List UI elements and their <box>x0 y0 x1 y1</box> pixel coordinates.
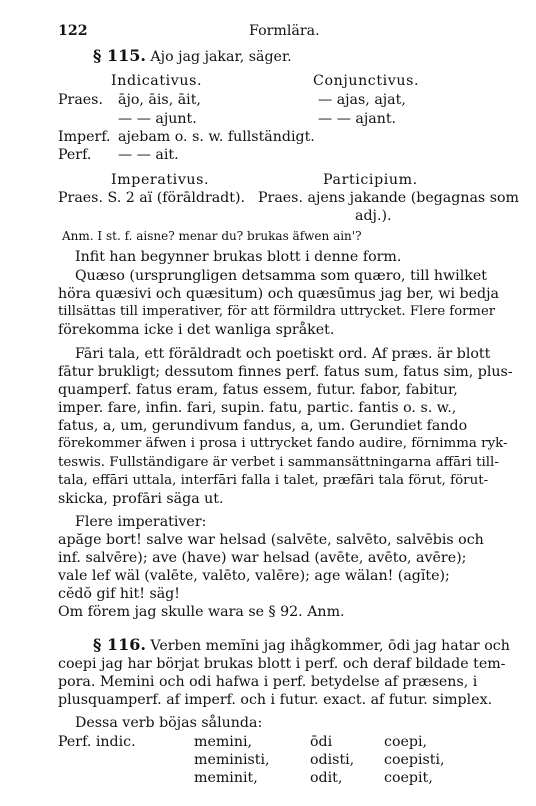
para-line: inf. salvēre); ave (have) war helsad (avēte, avēto, avēre); <box>58 550 467 566</box>
para-line: höra quæsivi och quæsitum) och quæsūmus jag ber, wi bedja <box>58 286 499 302</box>
imperf-label: Imperf. <box>58 129 111 145</box>
table-cell: ōdi <box>310 734 333 750</box>
praes-label: Praes. <box>58 92 103 108</box>
para-line: förekomma icke i det wanliga språket. <box>58 322 335 338</box>
section-text: Verben memĭni jag ihågkommer, ōdi jag hatar och <box>150 638 510 654</box>
indicativus-heading: Indicativus. <box>111 73 203 89</box>
para-line: fātur brukligt; dessutom finnes perf. fatus sum, fatus sim, plus- <box>58 364 513 380</box>
imperf-indicative: ajebam o. s. w. fullständigt. <box>118 129 315 145</box>
table-intro: Dessa verb böjas sålunda: <box>75 715 263 731</box>
table-cell: coepit, <box>384 770 433 786</box>
para-line: tillsättas till imperativer, för att förmildra uttrycket. Flere former <box>58 304 496 319</box>
para-line: Infit han begynner brukas blott i denne form. <box>75 249 402 265</box>
table-cell: coepi, <box>384 734 428 750</box>
perf-label: Perf. <box>58 147 92 163</box>
table-cell: meminit, <box>194 770 258 786</box>
para-line: apăge bort! salve war helsad (salvēte, salvēto, salvēbis och <box>58 532 484 548</box>
table-cell: meministi, <box>194 752 270 768</box>
para-line: coepi jag har börjat brukas blott i perf. och deraf bildade tem- <box>58 656 506 672</box>
imperativus-praes: Praes. S. 2 aï (förāldradt). <box>58 190 246 206</box>
table-cell: memini, <box>194 734 253 750</box>
praes-conjunctive-plural: — — ajant. <box>318 111 397 127</box>
para-line: Om förem jag skulle wara se § 92. Anm. <box>58 604 345 620</box>
section-title: Ajo jag jakar, säger. <box>150 49 292 65</box>
praes-indicative: ājo, āis, āit, <box>118 92 201 108</box>
section-number: § 115. <box>93 46 146 65</box>
section-number: § 116. <box>93 635 146 654</box>
running-title: Formlära. <box>249 23 320 39</box>
para-line: cĕdŏ gif hit! säg! <box>58 586 180 602</box>
section-116-first-line <box>93 636 510 655</box>
para-line: plusquamperf. af imperf. och i futur. exact. af futur. simplex. <box>58 692 493 708</box>
table-cell: odit, <box>310 770 343 786</box>
para-line: Fāri tala, ett förāldradt och poetiskt ord. Af præs. är blott <box>75 346 491 362</box>
praes-conjunctive: — ajas, ajat, <box>318 92 406 108</box>
anm-note: Anm. I st. f. aisne? menar du? brukas äfwen ain'? <box>62 229 362 243</box>
para-line: tala, effāri uttala, interfāri falla i talet, præfāri tala förut, förut- <box>58 473 489 488</box>
praes-indicative-plural: — — ajunt. <box>118 111 197 127</box>
participium-heading: Participium. <box>323 172 418 188</box>
para-line: imper. fare, infin. fari, supin. fatu, partic. fantis o. s. w., <box>58 400 457 416</box>
para-line: quamperf. fatus eram, fatus essem, futur. fabor, fabitur, <box>58 382 458 398</box>
para-line: fatus, a, um, gerundivum fandus, a, um. Gerundiet fando <box>58 418 468 434</box>
para-line: skicka, profāri säga ut. <box>58 491 224 507</box>
participium-praes-cont: adj.). <box>355 208 392 224</box>
conjunctivus-heading: Conjunctivus. <box>313 73 420 89</box>
participium-praes: Praes. ajens jakande (begagnas som <box>258 190 520 206</box>
table-label: Perf. indic. <box>58 734 136 750</box>
para-line: vale lef wäl (valēte, valēto, valēre); age wälan! (agĭte); <box>58 568 450 584</box>
table-cell: coepisti, <box>384 752 445 768</box>
para-line: förekommer äfwen i prosa i uttrycket fando audire, förnimma ryk- <box>58 436 508 451</box>
page-number: 122 <box>58 23 88 39</box>
para-line: Flere imperativer: <box>75 514 207 530</box>
section-115-heading <box>93 47 292 66</box>
para-line: Quæso (ursprungligen detsamma som quæro, till hwilket <box>75 268 487 284</box>
para-line: teswis. Fullständigare är verbet i sammansättningarna affāri till- <box>58 455 499 470</box>
perf-indicative: — — ait. <box>118 147 179 163</box>
para-line: pora. Memini och odi hafwa i perf. betydelse af præsens, i <box>58 674 478 690</box>
imperativus-heading: Imperativus. <box>111 172 210 188</box>
table-cell: odisti, <box>310 752 355 768</box>
